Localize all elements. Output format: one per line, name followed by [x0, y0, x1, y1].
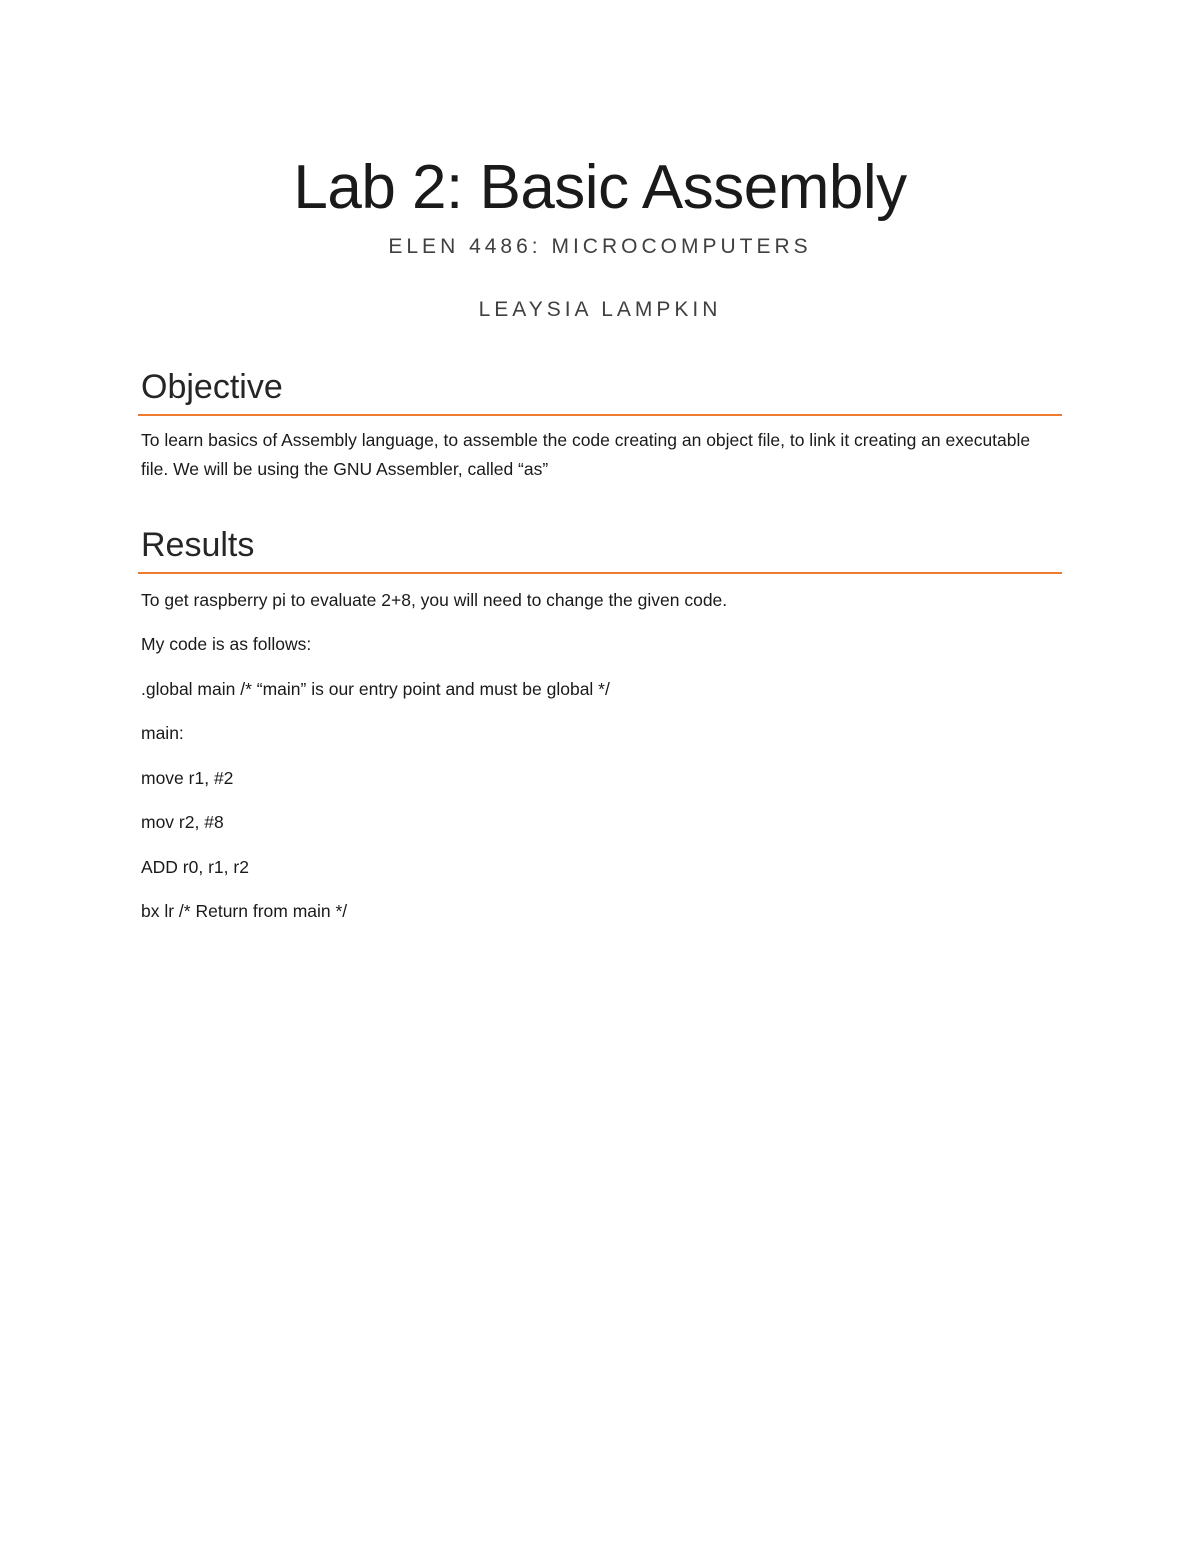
code-line: .global main /* “main” is our entry point and must be global */	[141, 679, 610, 699]
results-heading: Results	[141, 526, 255, 564]
course-subtitle: ELEN 4486: MICROCOMPUTERS	[388, 235, 812, 258]
code-intro: My code is as follows:	[141, 634, 312, 654]
code-line: mov r2, #8	[141, 812, 224, 832]
code-line: bx lr /* Return from main */	[141, 901, 348, 921]
objective-text: To learn basics of Assembly language, to assemble the code creating an object file, to link it creating an executable file. We will be using the GNU Assembler, called “as”	[141, 430, 1031, 479]
results-divider	[138, 572, 1062, 574]
results-intro: To get raspberry pi to evaluate 2+8, you will need to change the given code.	[141, 590, 728, 610]
objective-divider	[138, 414, 1062, 416]
code-line: ADD r0, r1, r2	[141, 857, 249, 877]
author-name: LEAYSIA LAMPKIN	[478, 298, 722, 321]
document-title: Lab 2: Basic Assembly	[293, 153, 907, 222]
code-line: main:	[141, 723, 184, 743]
objective-heading: Objective	[141, 368, 283, 406]
code-line: move r1, #2	[141, 768, 234, 788]
